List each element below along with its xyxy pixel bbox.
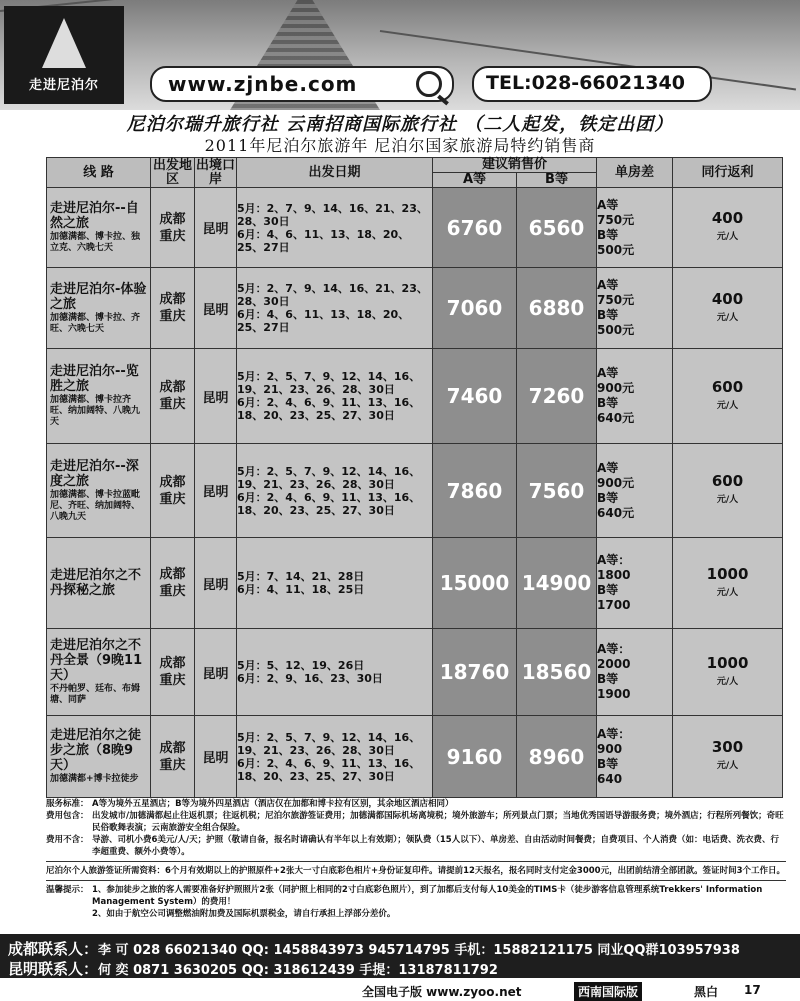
- route-name: 走进尼泊尔之徒步之旅（8晚9天）: [50, 728, 142, 773]
- dates-cell: 5月：2、5、7、9、12、14、16、19、21、23、26、28、30日 6月：2、4、6、9、11、13、16、18、20、23、25、27、30日: [237, 444, 433, 538]
- rebate-cell: [673, 188, 783, 268]
- table-row: [47, 268, 783, 349]
- route-cell: [47, 188, 151, 268]
- route-desc: 加德满都、博卡拉、独立克、六晚七天: [50, 232, 141, 253]
- single-supplement-cell: A等 900元 B等 640元: [597, 349, 673, 444]
- tips-label: 温馨提示：: [46, 885, 89, 895]
- table-row: [47, 188, 783, 268]
- rebate-unit: 元/人: [716, 312, 739, 323]
- dates-cell: 5月：2、5、7、9、12、14、16、19、21、23、26、28、30日 6月：2、4、6、9、11、13、16、18、20、23、25、27、30日: [237, 349, 433, 444]
- rebate-cell: [673, 444, 783, 538]
- price-b-cell: 18560: [517, 629, 597, 716]
- origin-cell: 成都 重庆: [151, 188, 195, 268]
- route-name: 走进尼泊尔之不丹全景（9晚11天）: [50, 638, 143, 683]
- excludes-label: 费用不含：: [46, 835, 89, 845]
- notes-section: [46, 798, 786, 920]
- single-supplement-cell: A等 750元 B等 500元: [597, 268, 673, 349]
- kunming-label: 昆明联系人：: [8, 960, 99, 978]
- dates-cell: 5月：7、14、21、28日 6月：4、11、18、25日: [237, 538, 433, 629]
- single-supplement-cell: A等： 2000 B等 1900: [597, 629, 673, 716]
- rebate-unit: 元/人: [716, 587, 739, 598]
- rebate-cell: [673, 349, 783, 444]
- chengdu-info: 李 可 028 66021340 QQ: 1458843973 945714795 手机：15882121175 同业QQ群103957938: [98, 943, 740, 958]
- rebate-unit: 元/人: [716, 400, 739, 411]
- phone-number: TEL:028-66021340: [486, 72, 685, 94]
- color-mode: 黑白: [694, 985, 719, 999]
- price-b-cell: 6880: [517, 268, 597, 349]
- rebate-value: 400: [711, 209, 744, 227]
- col-port: 出境口岸: [195, 157, 235, 187]
- price-a-cell: 9160: [433, 716, 517, 798]
- rebate-value: 600: [711, 472, 744, 490]
- price-a-cell: 15000: [433, 538, 517, 629]
- col-price-b: B等: [517, 173, 597, 188]
- route-desc: 不丹帕罗、廷布、布姆塘、同萨: [50, 684, 141, 705]
- route-cell: [47, 716, 151, 798]
- single-supplement-cell: A等 750元 B等 500元: [597, 188, 673, 268]
- col-rebate: 同行返利: [673, 158, 783, 188]
- port-cell: 昆明: [195, 268, 237, 349]
- price-a-cell: 7860: [433, 444, 517, 538]
- ad-subtitle: 2011年尼泊尔旅游年 尼泊尔国家旅游局特约销售商: [204, 136, 596, 155]
- col-price: 建议销售价: [433, 158, 597, 173]
- dates-cell: 5月：2、5、7、9、12、14、16、19、21、23、26、28、30日 6月：2、4、6、9、11、13、16、18、20、23、25、27、30日: [237, 716, 433, 798]
- stupa-icon: [42, 18, 86, 68]
- port-cell: 昆明: [195, 349, 237, 444]
- table-row: [47, 538, 783, 629]
- chengdu-contact: [8, 938, 740, 959]
- table-row: [47, 716, 783, 798]
- col-dates: 出发日期: [237, 158, 433, 188]
- rebate-value: 600: [711, 377, 744, 396]
- table-body: [47, 188, 783, 798]
- rebate-cell: [673, 629, 783, 716]
- logo-text: 走进尼泊尔: [28, 78, 99, 93]
- route-desc: 加德满都+博卡拉徒步: [50, 774, 139, 784]
- origin-cell: 成都 重庆: [151, 629, 195, 716]
- single-supplement-cell: A等： 1800 B等 1700: [597, 538, 673, 629]
- route-desc: 加德满都、博卡拉蓝毗尼、齐旺、纳加阔特、八晚九天: [50, 489, 141, 522]
- rebate-value: 1000: [706, 653, 749, 672]
- service-label: 服务标准：: [46, 799, 89, 809]
- origin-cell: 成都 重庆: [151, 444, 195, 538]
- port-cell: 昆明: [195, 716, 237, 798]
- col-price-a: A等: [433, 173, 517, 188]
- dates-cell: 5月：5、12、19、26日 6月：2、9、16、23、30日: [237, 629, 433, 716]
- includes-label: 费用包含：: [46, 811, 89, 821]
- table-row: [47, 349, 783, 444]
- rebate-unit: 元/人: [716, 676, 739, 687]
- route-cell: [47, 268, 151, 349]
- route-name: 走进尼泊尔--览胜之旅: [50, 364, 139, 394]
- col-origin: 出发地区: [151, 158, 195, 188]
- rebate-value: 300: [711, 738, 744, 756]
- port-cell: 昆明: [195, 629, 237, 716]
- agency-title: 尼泊尔瑞升旅行社 云南招商国际旅行社 （二人起发，铁定出团）: [126, 114, 674, 135]
- route-cell: [47, 444, 151, 538]
- dates-cell: 5月：2、7、9、14、16、21、23、28、30日 6月：4、6、11、13、18、20、25、27日: [237, 268, 433, 349]
- origin-cell: 成都 重庆: [151, 716, 195, 798]
- tip-2: 2、如由于航空公司调整燃油附加费及国际机票税金，请自行承担上浮部分差价。: [92, 909, 396, 919]
- route-name: 走进尼泊尔之不丹探秘之旅: [50, 567, 142, 598]
- route-cell: [47, 538, 151, 629]
- page-footer: [0, 982, 800, 1000]
- origin-cell: 成都 重庆: [151, 349, 195, 444]
- price-b-cell: 7560: [517, 444, 597, 538]
- contact-bar: [0, 934, 800, 978]
- route-cell: [47, 629, 151, 716]
- price-a-cell: 7060: [433, 268, 517, 349]
- magnifier-icon: [416, 71, 442, 97]
- price-b-cell: 7260: [517, 349, 597, 444]
- rebate-cell: [673, 268, 783, 349]
- table-row: [47, 444, 783, 538]
- divider: [46, 861, 786, 862]
- rebate-unit: 元/人: [716, 495, 739, 505]
- col-single: 单房差: [597, 158, 673, 188]
- price-b-cell: 14900: [517, 538, 597, 629]
- table-row: [47, 629, 783, 716]
- port-cell: 昆明: [195, 444, 237, 538]
- logo: [4, 6, 124, 104]
- route-name: 走进尼泊尔--深度之旅: [50, 458, 139, 489]
- dates-cell: 5月：2、7、9、14、16、21、23、28、30日 6月：4、6、11、13、18、20、25、27日: [237, 188, 433, 268]
- port-cell: 昆明: [195, 538, 237, 629]
- divider: [46, 880, 786, 881]
- excludes-text: 导游、司机小费6美元/人/天；护照（敬请自备，报名时请确认有半年以上有效期）；领队费（15人以下）、单房差、自由活动时间餐费；自费项目、个人消费（如：电话费、洗衣费、行李超重费、额外小费等）。: [92, 835, 779, 857]
- tip-1: 1、参加徒步之旅的客人需要准备好护照照片2张（同护照上相同的2寸白底彩色照片），到了加都后支付每人10美金的TIMS卡（徒步游客信息管理系统Trekkers' Information Management System）的费用！: [92, 885, 763, 907]
- chengdu-label: 成都联系人：: [8, 940, 99, 958]
- route-desc: 加德满都、博卡拉、齐旺、六晚七天: [50, 312, 141, 334]
- price-table: [46, 157, 783, 798]
- rebate-value: 1000: [706, 564, 749, 583]
- website-box[interactable]: [150, 66, 454, 102]
- route-name: 走进尼泊尔-体验之旅: [50, 281, 147, 312]
- visa-text: 尼泊尔个人旅游签证所需资料：6个月有效期以上的护照原件+2张大一寸白底彩色相片+身份证复印件。请提前12天报名，报名同时支付定金3000元，出团前结清全部团款。签证时间3个工作日。: [46, 866, 785, 876]
- page-number: 17: [744, 983, 761, 997]
- section-badge: 西南国际版: [574, 982, 642, 1001]
- price-a-cell: 7460: [433, 349, 517, 444]
- price-b-cell: 8960: [517, 716, 597, 798]
- origin-cell: 成都 重庆: [151, 268, 195, 349]
- price-b-cell: 6560: [517, 188, 597, 268]
- route-cell: [47, 349, 151, 444]
- edition-text: 全国电子版 www.zyoo.net: [362, 985, 522, 999]
- kunming-contact: [8, 958, 498, 979]
- rebate-value: 400: [711, 289, 744, 308]
- rebate-cell: [673, 538, 783, 629]
- includes-text: 出发城市/加德满都起止往返机票；往返机税；尼泊尔旅游签证费用；加德满都国际机场离境税；境外旅游车；所列景点门票；当地优秀国语导游服务费；境外酒店；行程所列餐饮；奇旺民俗歌舞表演；云南旅游安全组合保险。: [92, 811, 784, 833]
- rebate-unit: 元/人: [716, 761, 739, 771]
- port-cell: 昆明: [195, 188, 237, 268]
- single-supplement-cell: A等 900元 B等 640元: [597, 444, 673, 538]
- price-a-cell: 6760: [433, 188, 517, 268]
- website-url[interactable]: www.zjnbe.com: [168, 72, 358, 96]
- rebate-unit: 元/人: [716, 232, 739, 242]
- origin-cell: 成都 重庆: [151, 538, 195, 629]
- price-a-cell: 18760: [433, 629, 517, 716]
- route-name: 走进尼泊尔--自然之旅: [50, 201, 139, 231]
- col-route: 线 路: [47, 158, 151, 188]
- rebate-cell: [673, 716, 783, 798]
- route-desc: 加德满都、博卡拉齐旺、纳加阔特、八晚九天: [50, 395, 141, 427]
- service-text: A等为境外五星酒店；B等为境外四星酒店（酒店仅在加都和博卡拉有区别，其余地区酒店相同）: [92, 799, 454, 809]
- kunming-info: 何 奕 0871 3630205 QQ: 318612439 手提：13187811792: [98, 963, 498, 978]
- phone-box: [472, 66, 712, 102]
- single-supplement-cell: A等： 900 B等 640: [597, 716, 673, 798]
